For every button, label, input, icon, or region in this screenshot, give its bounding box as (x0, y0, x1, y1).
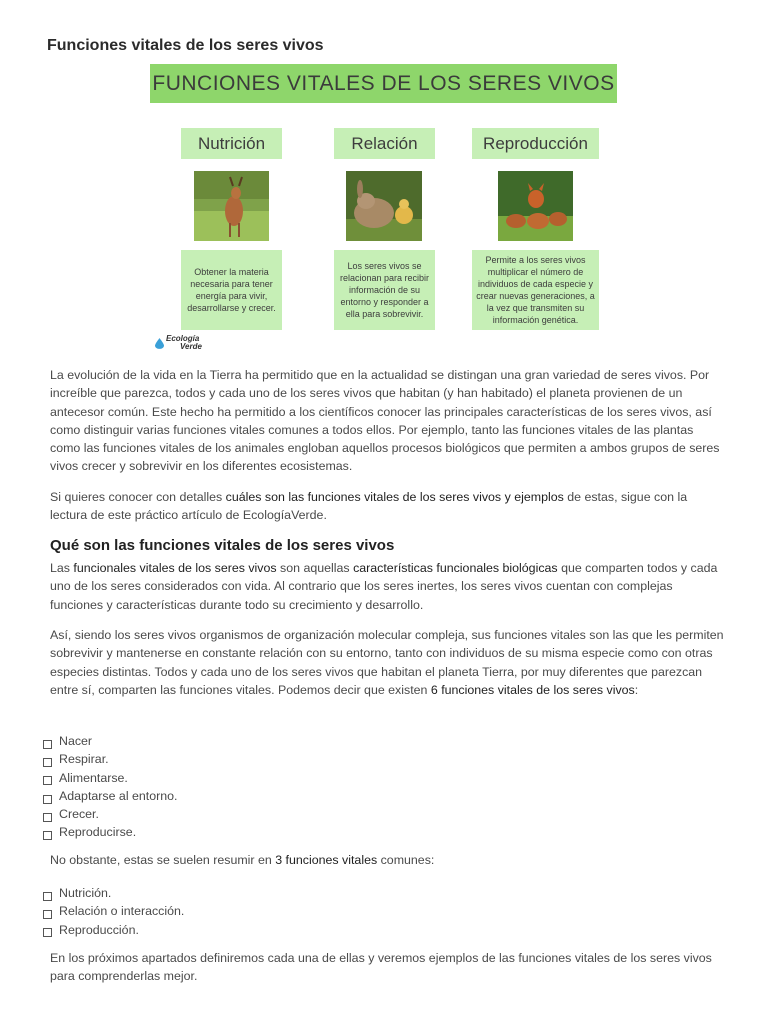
list-item (43, 884, 184, 902)
column-description: Obtener la materia necesaria para tener energía para vivir, desarrollarse y crecer. (181, 250, 282, 330)
list-item (43, 750, 177, 768)
rabbit-chick-photo (346, 171, 422, 241)
list-item (43, 902, 184, 920)
highlight-text: 3 funciones vitales (275, 853, 378, 867)
text-span: : (634, 682, 639, 697)
checkbox-icon (43, 892, 52, 901)
deer-photo (194, 171, 269, 241)
list-item (43, 787, 177, 805)
list-item-label: Reproducirse. (59, 825, 137, 840)
list-item-label: Crecer. (59, 807, 99, 822)
list-item-label: Reproducción. (59, 922, 139, 937)
section-paragraph-4 (50, 949, 726, 986)
list-item-label: Nutrición. (59, 886, 112, 900)
list-item (43, 732, 177, 750)
list-item (43, 769, 177, 787)
text-span: Las (50, 561, 74, 575)
three-functions-list (43, 884, 184, 939)
list-item-label: Alimentarse. (59, 770, 128, 785)
brand-line-2: Verde (180, 342, 202, 351)
text-span: de estas, sigue con la lectura de este práctico artículo de EcologíaVerde. (50, 490, 688, 523)
checkbox-icon (43, 813, 52, 822)
column-relacion (334, 128, 435, 159)
water-drop-icon (155, 338, 164, 349)
checkbox-icon (43, 928, 52, 937)
brand-line-1: Ecología (166, 334, 200, 343)
highlight-text: funcionales vitales de los seres vivos (73, 561, 277, 575)
ecologia-verde-logo (155, 335, 202, 351)
checkbox-icon (43, 776, 52, 785)
list-item (43, 805, 177, 823)
column-title: Nutrición (181, 128, 282, 159)
section-paragraph-2 (50, 626, 726, 699)
six-functions-list (43, 732, 177, 842)
section-paragraph-3 (50, 851, 726, 869)
infographic (150, 64, 620, 356)
highlight-text: 6 funciones vitales de los seres vivos (430, 682, 635, 697)
checkbox-icon (43, 740, 52, 749)
list-item-label: Nacer (59, 734, 93, 748)
column-nutricion (181, 128, 282, 159)
column-description: Permite a los seres vivos multiplicar el número de individuos de cada especie y crear nuevas generaciones, a la vez que transmiten su información genética. (472, 250, 599, 330)
column-title: Reproducción (472, 128, 599, 159)
link-funciones-vitales[interactable]: cuáles son las funciones vitales de los seres vivos y ejemplos (225, 490, 564, 504)
list-item (43, 823, 177, 841)
section-heading: Qué son las funciones vitales de los seres vivos (50, 537, 395, 554)
checkbox-icon (43, 831, 52, 840)
column-description: Los seres vivos se relacionan para recibir información de su entorno y responder a ella para sobrevivir. (334, 250, 435, 330)
fox-family-photo (498, 171, 573, 241)
text-span: Así, siendo los seres vivos organismos de organización molecular compleja, sus funciones vitales son las que les permiten sobrevivir y mantenerse en constante relación con su entorno, tanto con individuos de su misma especie como con otras especies distintas. Todos y cada uno de los seres vivos que habitan el planeta Tierra, por muy diferentes que parezcan entre sí, comparten las funciones vitales. Podemos decir que existen (50, 628, 724, 697)
list-item-label: Respirar. (59, 752, 109, 767)
list-item-label: Adaptarse al entorno. (59, 788, 178, 803)
infographic-banner: FUNCIONES VITALES DE LOS SERES VIVOS (150, 64, 617, 103)
closing-text: En los próximos apartados definiremos cada una de ellas y veremos ejemplos de las funciones vitales de los seres vivos para comprenderlas mejor. (50, 951, 712, 984)
list-item (43, 921, 184, 939)
section-paragraph-1 (50, 559, 726, 614)
text-span: No obstante, estas se suelen resumir en (50, 853, 276, 867)
checkbox-icon (43, 795, 52, 804)
intro-paragraph-2 (50, 488, 726, 525)
column-reproduccion (472, 128, 599, 159)
text-span: Si quieres conocer con detalles (50, 490, 226, 504)
text-span: que comparten todos y cada uno de los seres considerados con vida. Al contrario que los seres inertes, los seres vivos cuentan con complejas funciones y características durante todo su crecimiento y desarrollo. (50, 561, 718, 612)
article-title: Funciones vitales de los seres vivos (47, 37, 324, 54)
text-span: comunes: (377, 853, 435, 867)
checkbox-icon (43, 910, 52, 919)
column-title: Relación (334, 128, 435, 159)
intro-text: La evolución de la vida en la Tierra ha permitido que en la actualidad se distingan una gran variedad de seres vivos. Por increíble que parezca, todos y cada uno de los seres vivos que habitan (y han habitado) el planeta provienen de un antecesor común. Este hecho ha permitido a los científicos conocer las principales características de los seres vivos, así como distinguir varias funciones vitales comunes a todos ellos. Por ejemplo, tanto las funciones vitales de las plantas como las funciones vitales de los animales engloban aquellos procesos biológicos que permiten a ambos grupos de seres vivos crecer y sobrevivir en los diferentes ecosistemas. (50, 368, 720, 474)
list-item-label: Relación o interacción. (59, 904, 185, 919)
highlight-text: características funcionales biológicas (353, 561, 558, 575)
checkbox-icon (43, 758, 52, 767)
intro-paragraph-1 (50, 366, 726, 476)
text-span: son aquellas (276, 561, 354, 575)
